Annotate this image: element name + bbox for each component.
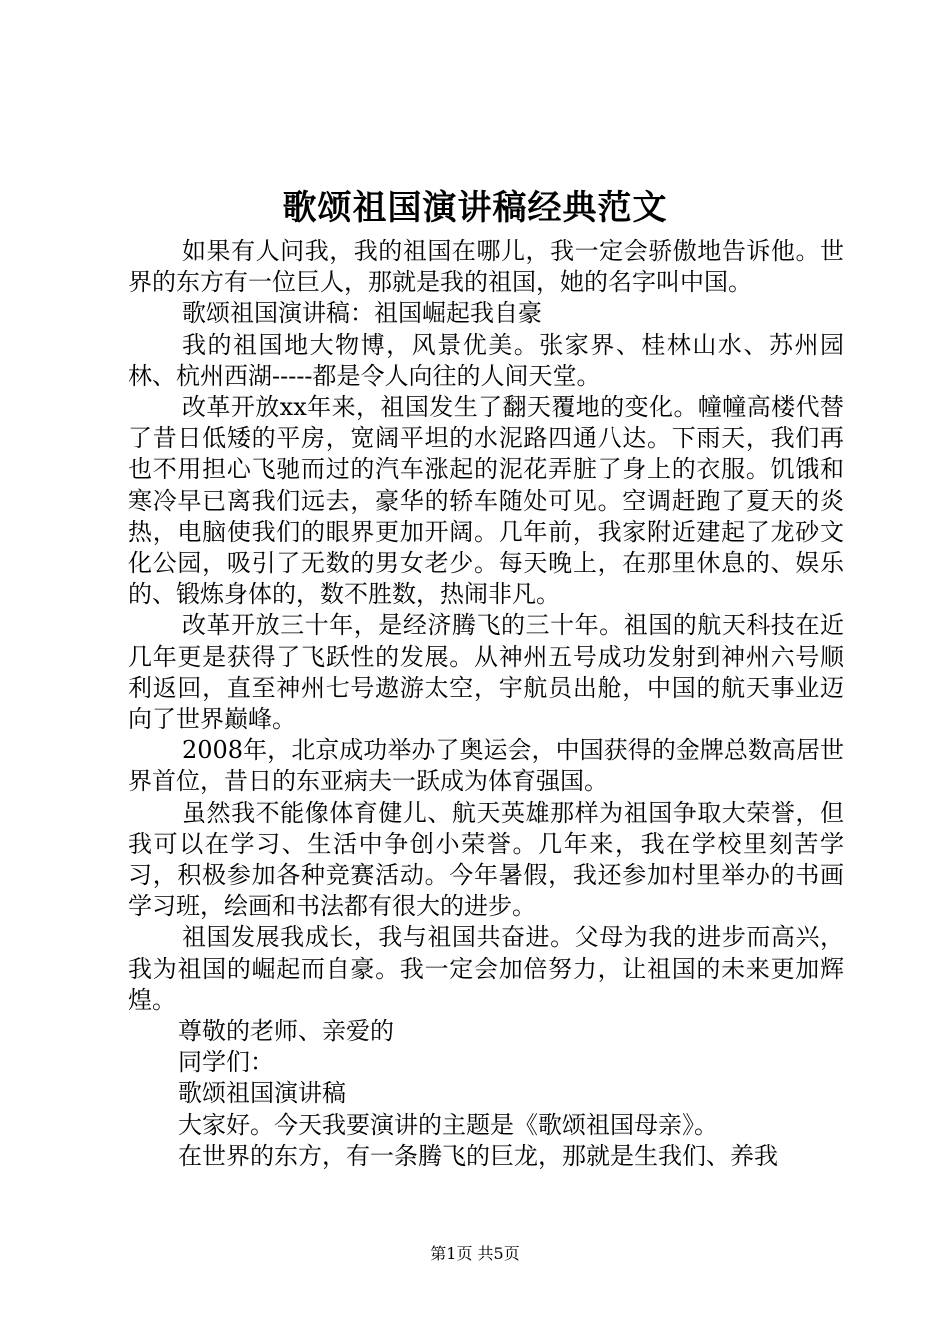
paragraph: 虽然我不能像体育健儿、航天英雄那样为祖国争取大荣誉，但我可以在学习、生活中争创小荣誉。几年来，我在学校里刻苦学习，积极参加各种竞赛活动。今年暑假，我还参加村里举办的书画学习班，绘画和书法都有很大的进步。 (128, 798, 844, 921)
paragraph: 在世界的东方，有一条腾飞的巨龙，那就是生我们、养我 (178, 1141, 778, 1170)
greeting-line: 尊敬的老师、亲爱的 (178, 1017, 394, 1046)
paragraph: 改革开放三十年，是经济腾飞的三十年。祖国的航天科技在近几年更是获得了飞跃性的发展。从神州五号成功发射到神州六号顺利返回，直至神州七号遨游太空，宇航员出舱，中国的航天事业迈向了世界巅峰。 (128, 611, 844, 734)
paragraph: 祖国发展我成长，我与祖国共奋进。父母为我的进步而高兴，我为祖国的崛起而自豪。我一定会加倍努力，让祖国的未来更加辉煌。 (128, 923, 844, 1014)
paragraph-subtitle: 歌颂祖国演讲稿：祖国崛起我自豪 (182, 299, 542, 328)
document-title: 歌颂祖国演讲稿经典范文 (282, 188, 668, 228)
paragraph: 2008年，北京成功举办了奥运会，中国获得的金牌总数高居世界首位，昔日的东亚病夫一跃成为体育强国。 (128, 736, 844, 796)
speech-heading: 歌颂祖国演讲稿 (178, 1079, 346, 1108)
paragraph: 我的祖国地大物博，风景优美。张家界、桂林山水、苏州园林、杭州西湖-----都是令人向往的人间天堂。 (128, 330, 844, 390)
paragraph: 大家好。今天我要演讲的主题是《歌颂祖国母亲》。 (178, 1110, 718, 1139)
paragraph: 如果有人问我，我的祖国在哪儿，我一定会骄傲地告诉他。世界的东方有一位巨人，那就是我的祖国，她的名字叫中国。 (128, 237, 844, 297)
document-body (128, 236, 844, 1172)
greeting-line: 同学们： (178, 1048, 274, 1077)
page-number-footer: 第1页 共5页 (430, 1244, 520, 1263)
paragraph: 改革开放xx年来，祖国发生了翻天覆地的变化。幢幢高楼代替了昔日低矮的平房，宽阔平坦的水泥路四通八达。下雨天，我们再也不用担心飞驰而过的汽车涨起的泥花弄脏了身上的衣服。饥饿和寒冷早已离我们远去，豪华的轿车随处可见。空调赶跑了夏天的炎热，电脑使我们的眼界更加开阔。几年前，我家附近建起了龙砂文化公园，吸引了无数的男女老少。每天晚上，在那里休息的、娱乐的、锻炼身体的，数不胜数，热闹非凡。 (128, 393, 844, 609)
